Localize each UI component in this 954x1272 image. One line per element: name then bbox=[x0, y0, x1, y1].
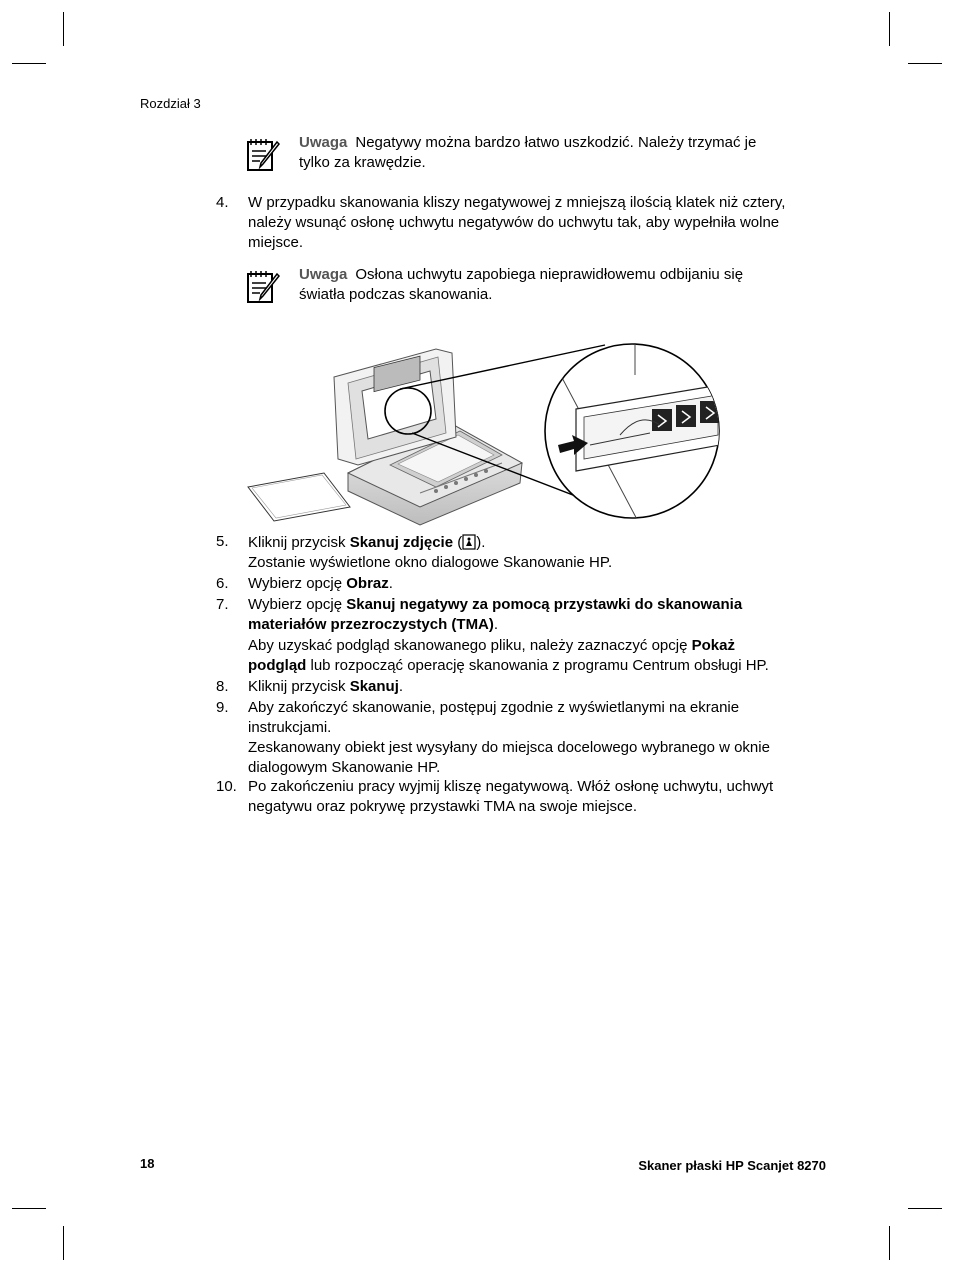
step-text: . bbox=[398, 678, 404, 695]
step-number: 8. bbox=[216, 678, 229, 695]
crop-mark bbox=[63, 1226, 64, 1260]
option-label: Obraz bbox=[346, 575, 389, 592]
step-text-line: miejsce. bbox=[248, 234, 304, 251]
note-2 bbox=[299, 265, 829, 305]
step-7 bbox=[216, 595, 836, 677]
step-number: 9. bbox=[216, 699, 229, 716]
step-8 bbox=[216, 677, 836, 697]
step-6 bbox=[216, 574, 836, 594]
step-text: . bbox=[493, 616, 499, 633]
step-number: 10. bbox=[216, 778, 237, 795]
step-text-line: dialogowym Skanowanie HP. bbox=[248, 759, 441, 776]
note-label: Uwaga bbox=[299, 266, 348, 283]
crop-mark bbox=[12, 63, 46, 64]
step-text-line: należy wsunąć osłonę uchwytu negatywów do uchwytu tak, aby wypełniła wolne bbox=[248, 214, 780, 231]
option-label: materiałów przezroczystych (TMA) bbox=[248, 616, 494, 633]
step-text: ( bbox=[453, 534, 463, 551]
step-text-line: W przypadku skanowania kliszy negatywowej z mniejszą ilością klatek niż cztery, bbox=[248, 194, 786, 211]
step-text-line: Zeskanowany obiekt jest wysyłany do miejsca docelowego wybranego w oknie bbox=[248, 739, 770, 756]
scan-button-label: Skanuj bbox=[349, 678, 399, 695]
step-text-line: instrukcjami. bbox=[248, 719, 332, 736]
note-1 bbox=[299, 133, 829, 173]
note-pencil-icon bbox=[246, 136, 282, 172]
page-number: 18 bbox=[140, 1156, 155, 1171]
step-4 bbox=[216, 193, 836, 255]
scan-photo-button-label: Skanuj zdjęcie bbox=[349, 534, 454, 551]
step-5 bbox=[216, 532, 836, 574]
step-text: . bbox=[388, 575, 393, 592]
step-text-line: Zostanie wyświetlone okno dialogowe Skanowanie HP. bbox=[248, 554, 613, 571]
option-label: podgląd bbox=[248, 657, 307, 674]
zoom-detail bbox=[545, 335, 720, 525]
note-text-line: światła podczas skanowania. bbox=[299, 286, 493, 303]
step-text-line: Aby zakończyć skanowanie, postępuj zgodnie z wyświetlanymi na ekranie bbox=[248, 699, 740, 716]
crop-mark bbox=[12, 1208, 46, 1209]
crop-mark bbox=[889, 1226, 890, 1260]
step-text-line: negatywu oraz pokrywę przystawki TMA na swoje miejsce. bbox=[248, 798, 638, 815]
crop-mark bbox=[63, 12, 64, 46]
step-9 bbox=[216, 698, 836, 778]
chapter-header: Rozdział 3 bbox=[140, 96, 201, 111]
option-label: Skanuj negatywy za pomocą przystawki do skanowania bbox=[346, 596, 743, 613]
step-text: Kliknij przycisk bbox=[248, 534, 350, 551]
step-text: Wybierz opcję bbox=[248, 575, 347, 592]
step-number: 6. bbox=[216, 575, 229, 592]
negative-holder-shield bbox=[248, 473, 350, 521]
option-label: Pokaż bbox=[691, 637, 735, 654]
step-text-line: Po zakończeniu pracy wyjmij kliszę negatywową. Włóż osłonę uchwytu, uchwyt bbox=[248, 778, 774, 795]
note-label: Uwaga bbox=[299, 134, 348, 151]
scan-photo-icon bbox=[462, 534, 476, 550]
step-text: ). bbox=[476, 534, 486, 551]
step-text: lub rozpocząć operację skanowania z programu Centrum obsługi HP. bbox=[306, 657, 769, 674]
step-text: Kliknij przycisk bbox=[248, 678, 350, 695]
step-number: 5. bbox=[216, 533, 229, 550]
step-number: 4. bbox=[216, 194, 229, 211]
footer-title: Skaner płaski HP Scanjet 8270 bbox=[638, 1158, 826, 1173]
note-text-line: tylko za krawędzie. bbox=[299, 154, 426, 171]
step-number: 7. bbox=[216, 596, 229, 613]
note-pencil-icon bbox=[246, 268, 282, 304]
scanner-illustration bbox=[240, 335, 730, 530]
note-text-line: Negatywy można bardzo łatwo uszkodzić. Należy trzymać je bbox=[355, 134, 757, 151]
crop-mark bbox=[889, 12, 890, 46]
crop-mark bbox=[908, 63, 942, 64]
crop-mark bbox=[908, 1208, 942, 1209]
step-10 bbox=[216, 777, 836, 817]
step-text: Aby uzyskać podgląd skanowanego pliku, należy zaznaczyć opcję bbox=[248, 637, 692, 654]
note-text-line: Osłona uchwytu zapobiega nieprawidłowemu odbijaniu się bbox=[355, 266, 744, 283]
step-text: Wybierz opcję bbox=[248, 596, 347, 613]
